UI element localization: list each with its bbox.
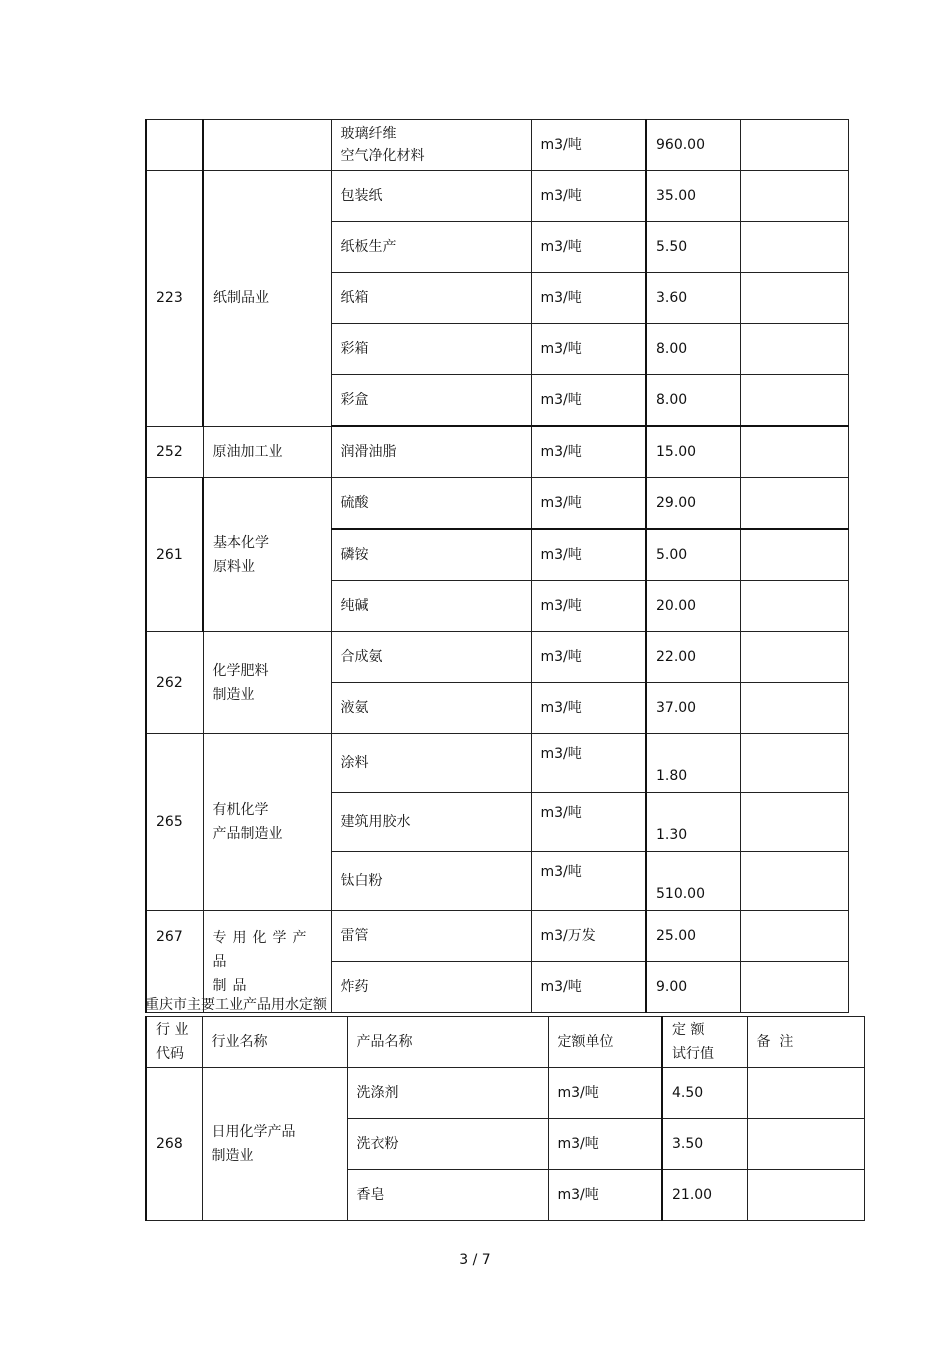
product-name-cell: 彩箱 [331, 324, 531, 375]
quota-value-cell: 20.00 [646, 581, 740, 632]
product-name-cell: 磷铵 [331, 529, 531, 581]
industry-code-cell: 268 [146, 1068, 202, 1221]
product-name-cell: 润滑油脂 [331, 426, 531, 478]
unit-cell: m3/吨 [531, 426, 646, 478]
note-cell [740, 911, 848, 962]
unit-cell: m3/吨 [531, 478, 646, 530]
quota-value-cell: 29.00 [646, 478, 740, 530]
industry-name-cell: 化学肥料 制造业 [203, 632, 331, 734]
table-header-row [146, 1017, 864, 1068]
note-cell [740, 273, 848, 324]
unit-cell: m3/吨 [548, 1119, 662, 1170]
unit-cell: m3/吨 [531, 375, 646, 427]
unit-cell: m3/吨 [531, 222, 646, 273]
industry-code-cell: 261 [146, 478, 203, 632]
header-industry-name: 行业名称 [202, 1017, 347, 1068]
quota-table-continued [145, 119, 849, 1013]
note-cell [740, 222, 848, 273]
header-note: 备 注 [747, 1017, 864, 1068]
table-row [146, 171, 848, 222]
quota-table-268 [145, 1016, 865, 1221]
quota-value-cell: 15.00 [646, 426, 740, 478]
quota-value-cell: 8.00 [646, 324, 740, 375]
product-name-cell: 彩盒 [331, 375, 531, 427]
note-cell [740, 375, 848, 427]
industry-name-cell: 基本化学 原料业 [203, 478, 331, 632]
unit-cell: m3/吨 [531, 324, 646, 375]
quota-value-cell: 3.50 [662, 1119, 747, 1170]
unit-cell: m3/吨 [548, 1170, 662, 1221]
product-name-cell: 洗涤剂 [347, 1068, 548, 1119]
product-name-cell: 雷管 [331, 911, 531, 962]
note-cell [740, 324, 848, 375]
note-cell [740, 734, 848, 793]
note-cell [740, 683, 848, 734]
product-name-cell: 硫酸 [331, 478, 531, 530]
note-cell [747, 1068, 864, 1119]
product-name-cell: 香皂 [347, 1170, 548, 1221]
table-row [146, 426, 848, 478]
product-name-cell: 合成氨 [331, 632, 531, 683]
product-name-cell: 建筑用胶水 [331, 793, 531, 852]
note-cell [740, 793, 848, 852]
note-cell [747, 1119, 864, 1170]
unit-cell: m3/吨 [531, 734, 646, 793]
product-name-cell: 涂料 [331, 734, 531, 793]
industry-code-cell: 265 [146, 734, 203, 911]
header-quota-value: 定 额 试行值 [662, 1017, 747, 1068]
product-name-cell: 纯碱 [331, 581, 531, 632]
quota-value-cell: 4.50 [662, 1068, 747, 1119]
industry-code-cell: 267 [146, 911, 203, 1013]
industry-name-cell: 日用化学产品 制造业 [202, 1068, 347, 1221]
unit-cell: m3/吨 [531, 632, 646, 683]
product-name-cell: 液氨 [331, 683, 531, 734]
unit-cell: m3/吨 [531, 962, 646, 1013]
industry-code-cell [146, 120, 203, 171]
industry-code-cell: 262 [146, 632, 203, 734]
product-name-cell: 纸板生产 [331, 222, 531, 273]
industry-name-cell [203, 120, 331, 171]
unit-cell: m3/万发 [531, 911, 646, 962]
quota-value-cell: 21.00 [662, 1170, 747, 1221]
quota-value-cell: 9.00 [646, 962, 740, 1013]
table-row [146, 120, 848, 171]
quota-value-cell: 1.80 [646, 734, 740, 793]
note-cell [747, 1170, 864, 1221]
unit-cell: m3/吨 [531, 852, 646, 911]
industry-code-cell: 223 [146, 171, 203, 427]
quota-value-cell: 8.00 [646, 375, 740, 427]
table-row [146, 911, 848, 962]
industry-name-cell: 原油加工业 [203, 426, 331, 478]
quota-value-cell: 510.00 [646, 852, 740, 911]
note-cell [740, 120, 848, 171]
industry-code-cell: 252 [146, 426, 203, 478]
note-cell [740, 426, 848, 478]
unit-cell: m3/吨 [531, 683, 646, 734]
product-name-cell: 包装纸 [331, 171, 531, 222]
industry-name-cell: 专用化学产品 制品 [203, 911, 331, 1013]
unit-cell: m3/吨 [531, 529, 646, 581]
table-row [146, 1068, 864, 1119]
product-name-cell: 炸药 [331, 962, 531, 1013]
quota-value-cell: 25.00 [646, 911, 740, 962]
product-name-cell: 钛白粉 [331, 852, 531, 911]
header-unit: 定额单位 [548, 1017, 662, 1068]
note-cell [740, 171, 848, 222]
page-number: 3 / 7 [459, 1252, 491, 1268]
table-row [146, 478, 848, 530]
table-row [146, 734, 848, 793]
quota-value-cell: 3.60 [646, 273, 740, 324]
header-product-name: 产品名称 [347, 1017, 548, 1068]
quota-value-cell: 960.00 [646, 120, 740, 171]
note-cell [740, 581, 848, 632]
quota-value-cell: 5.50 [646, 222, 740, 273]
quota-value-cell: 35.00 [646, 171, 740, 222]
note-cell [740, 478, 848, 530]
unit-cell: m3/吨 [531, 120, 646, 171]
industry-name-cell: 纸制品业 [203, 171, 331, 427]
table-row [146, 632, 848, 683]
quota-value-cell: 37.00 [646, 683, 740, 734]
table-caption: 重庆市主要工业产品用水定额 [145, 997, 327, 1013]
note-cell [740, 962, 848, 1013]
quota-value-cell: 5.00 [646, 529, 740, 581]
note-cell [740, 852, 848, 911]
quota-value-cell: 22.00 [646, 632, 740, 683]
note-cell [740, 632, 848, 683]
header-industry-code: 行 业 代码 [146, 1017, 202, 1068]
unit-cell: m3/吨 [531, 273, 646, 324]
unit-cell: m3/吨 [531, 793, 646, 852]
product-name-cell: 玻璃纤维 空气净化材料 [331, 120, 531, 171]
unit-cell: m3/吨 [531, 581, 646, 632]
quota-value-cell: 1.30 [646, 793, 740, 852]
product-name-cell: 纸箱 [331, 273, 531, 324]
note-cell [740, 529, 848, 581]
unit-cell: m3/吨 [531, 171, 646, 222]
industry-name-cell: 有机化学 产品制造业 [203, 734, 331, 911]
unit-cell: m3/吨 [548, 1068, 662, 1119]
product-name-cell: 洗衣粉 [347, 1119, 548, 1170]
